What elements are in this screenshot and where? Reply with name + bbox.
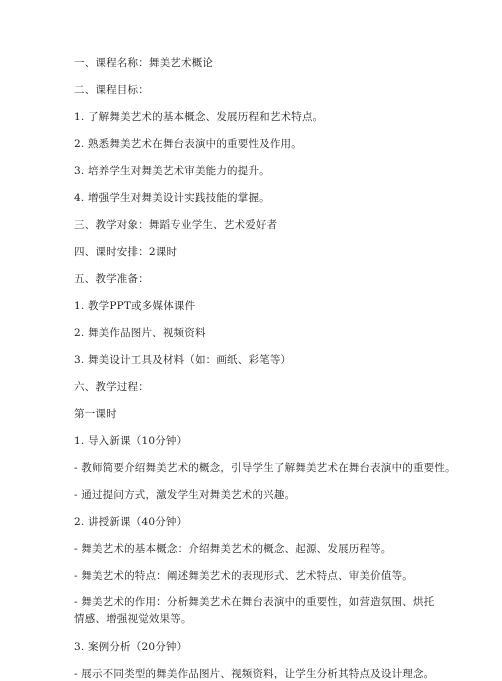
- step-intro-point-2: - 通过提问方式，激发学生对舞美艺术的兴趣。: [74, 489, 296, 501]
- prep-item-1: 1. 教学PPT或多媒体课件: [74, 300, 196, 312]
- objective-item-4: 4. 增强学生对舞美设计实践技能的掌握。: [74, 192, 270, 204]
- step-lecture: 2. 讲授新课（40分钟）: [74, 516, 188, 528]
- step-intro: 1. 导入新课（10分钟）: [74, 435, 188, 447]
- prep-item-2: 2. 舞美作品图片、视频资料: [74, 327, 206, 339]
- step-case-analysis-point-1: - 展示不同类型的舞美作品图片、视频资料，让学生分析其特点及设计理念。: [74, 668, 435, 680]
- step-lecture-point-3: - 舞美艺术的作用：分析舞美艺术在舞台表演中的重要性，如营造氛围、烘托情感、增强视觉效果等。: [74, 596, 435, 625]
- step-lecture-point-2: - 舞美艺术的特点：阐述舞美艺术的表现形式、艺术特点、审美价值等。: [74, 570, 413, 582]
- objective-item-3: 3. 培养学生对舞美艺术审美能力的提升。: [74, 165, 270, 177]
- heading-class-schedule: 四、课时安排：2课时: [74, 246, 178, 258]
- heading-course-name: 一、课程名称：舞美艺术概论: [74, 57, 214, 69]
- objective-item-2: 2. 熟悉舞美艺术在舞台表演中的重要性及作用。: [74, 138, 302, 150]
- step-intro-point-1: - 教师简要介绍舞美艺术的概念，引导学生了解舞美艺术在舞台表演中的重要性。: [74, 462, 456, 474]
- prep-item-3: 3. 舞美设计工具及材料（如：画纸、彩笔等）: [74, 354, 292, 366]
- subheading-first-lesson: 第一课时: [74, 408, 117, 420]
- step-case-analysis: 3. 案例分析（20分钟）: [74, 641, 188, 653]
- step-lecture-point-1: - 舞美艺术的基本概念：介绍舞美艺术的概念、起源、发展历程等。: [74, 543, 392, 555]
- heading-course-objectives: 二、课程目标：: [74, 84, 149, 96]
- heading-teaching-audience: 三、教学对象：舞蹈专业学生、艺术爱好者: [74, 219, 278, 231]
- objective-item-1: 1. 了解舞美艺术的基本概念、发展历程和艺术特点。: [74, 111, 324, 123]
- heading-teaching-prep: 五、教学准备：: [74, 273, 149, 285]
- heading-teaching-process: 六、教学过程：: [74, 381, 149, 393]
